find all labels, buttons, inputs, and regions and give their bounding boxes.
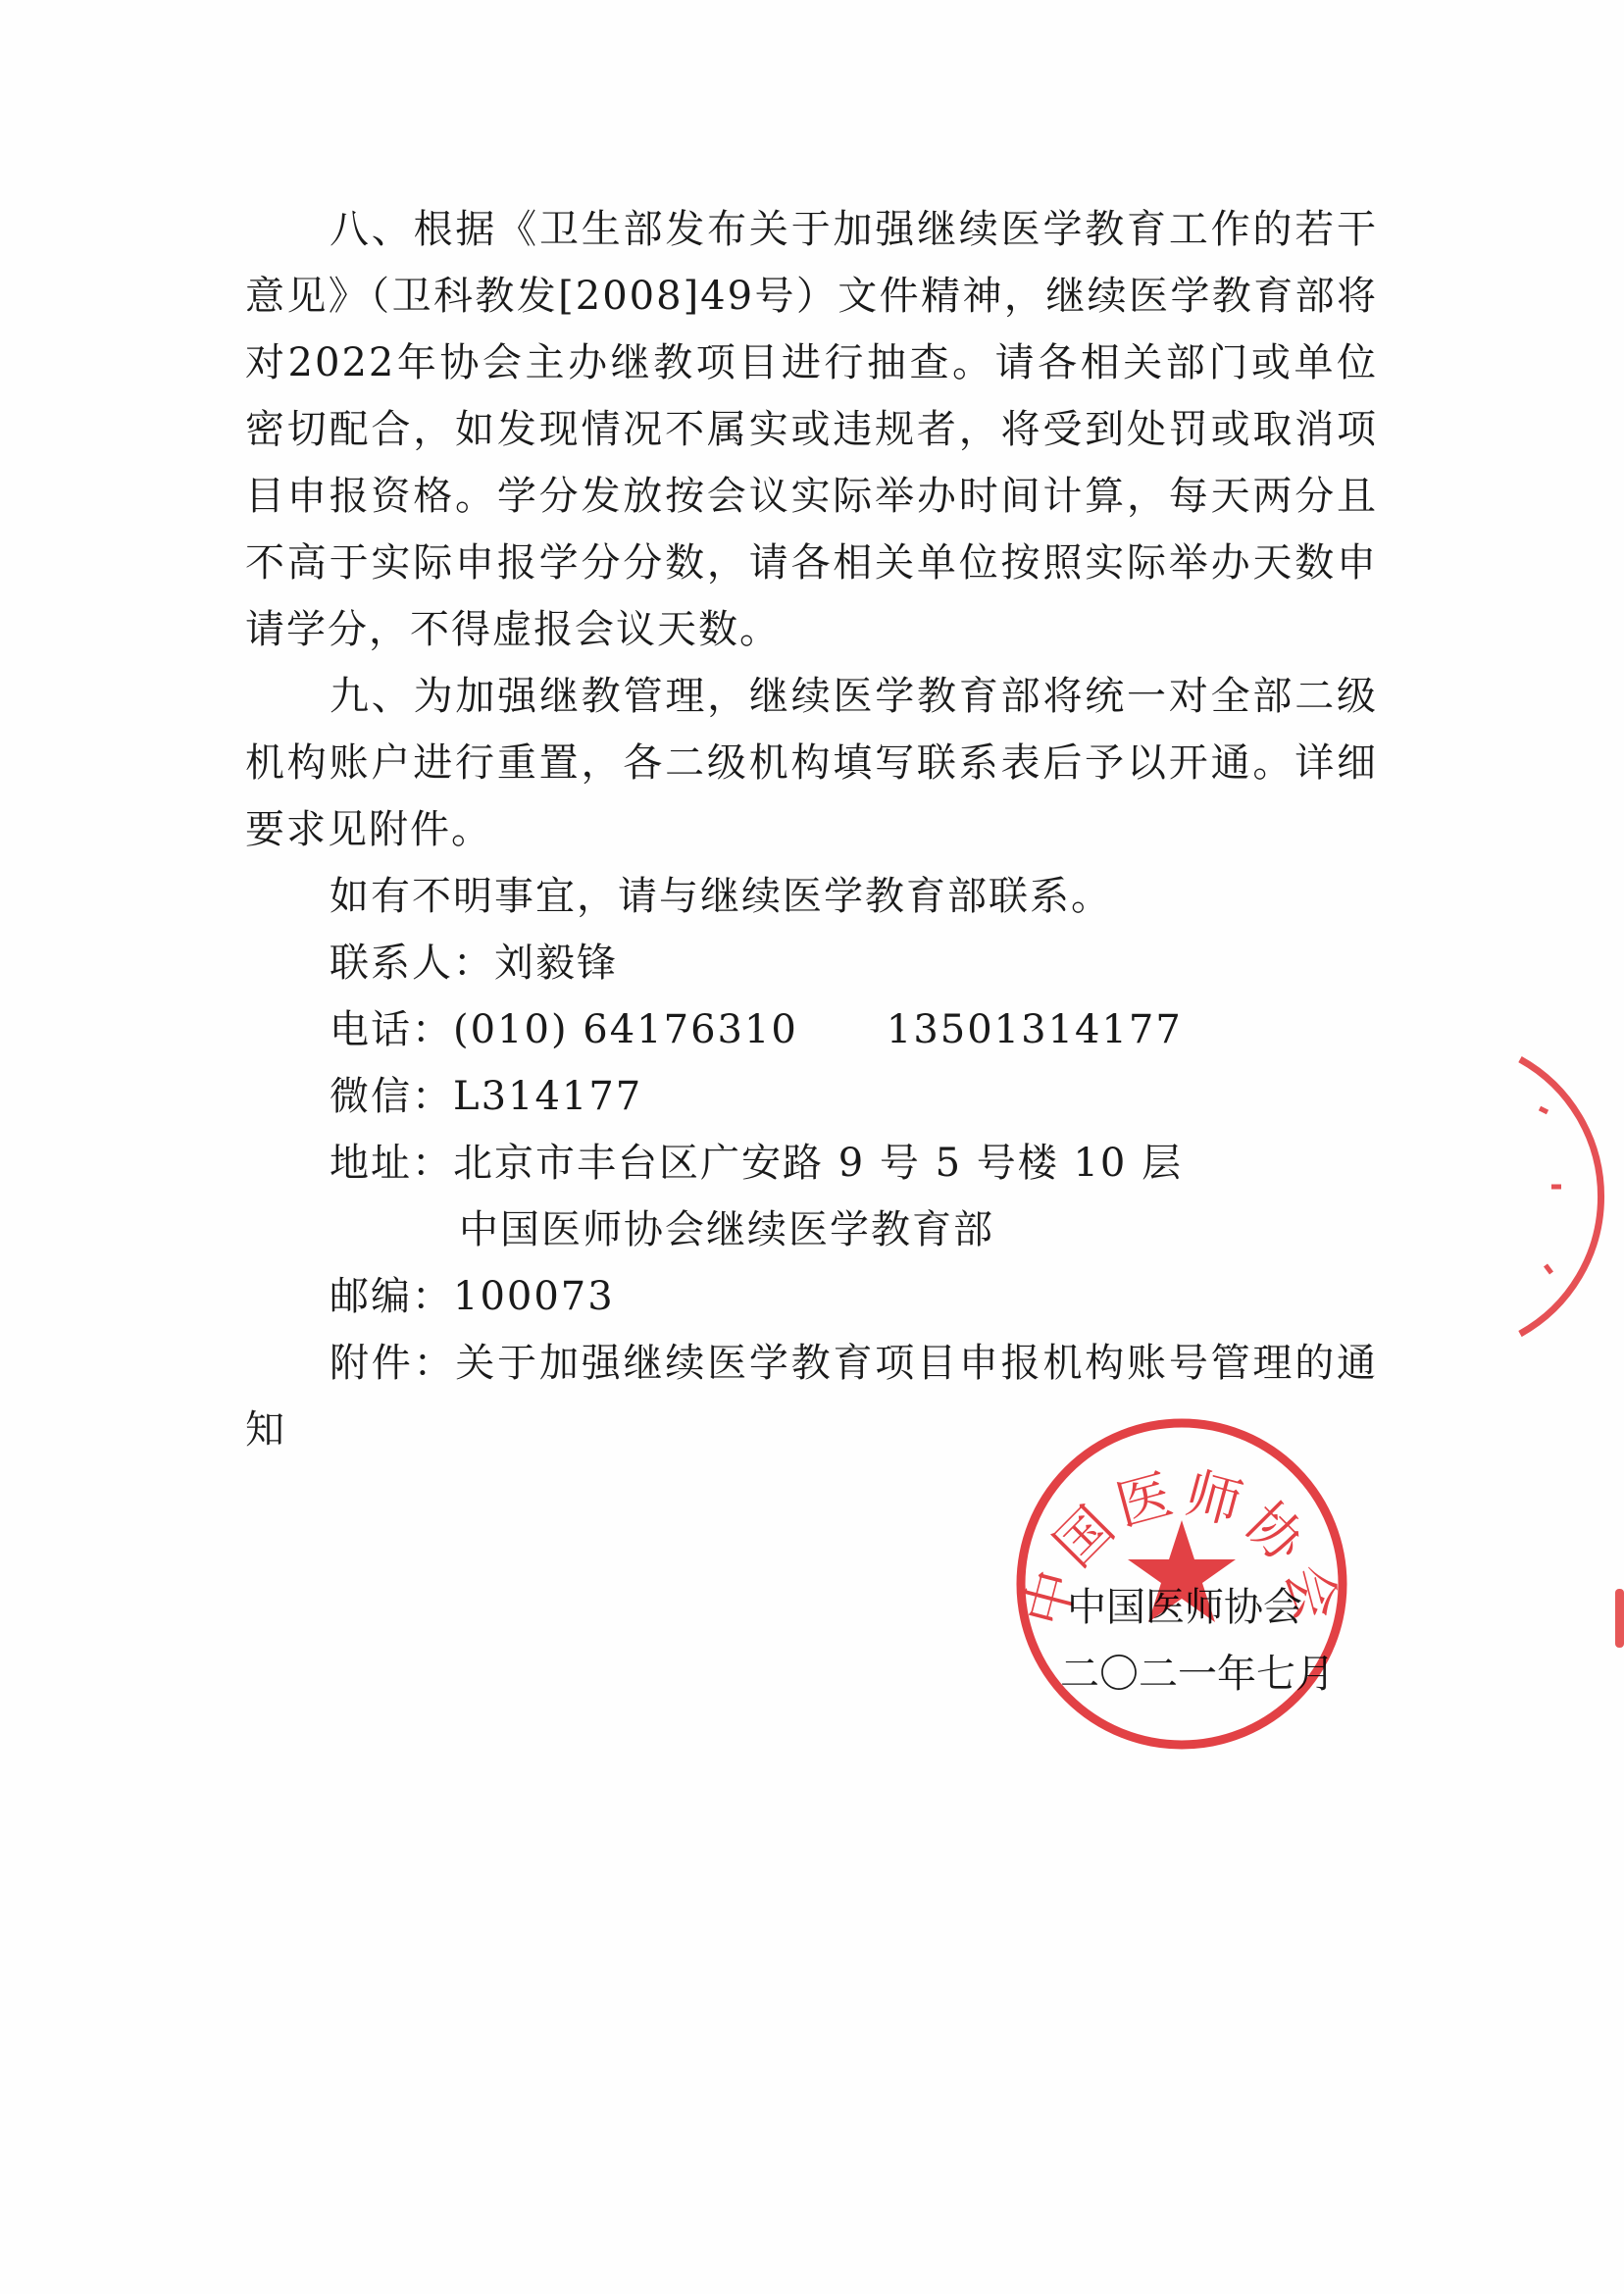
phone-label: 电话： [330,1007,453,1052]
wechat-value: L314177 [453,1074,643,1119]
signature-date: 二〇二一年七月 [1060,1652,1335,1697]
inquiry-note: 如有不明事宜，请与继续医学教育部联系。 [330,874,1112,919]
attachment-title: 关于加强继续医学教育项目申报机构账号管理的通知 [245,1341,1378,1453]
seal-star-icon [1128,1520,1236,1622]
postcode-value: 100073 [453,1274,615,1319]
contact-person-label: 联系人： [330,941,494,986]
document-body [245,196,1378,1463]
address-value-line1: 北京市丰台区广安路 9 号 5 号楼 10 层 [453,1141,1184,1186]
signature-organization: 中国医师协会 [1067,1585,1302,1630]
phone-line [245,996,1378,1063]
address-line [245,1130,1378,1197]
official-seal-icon [1010,1412,1353,1756]
address-value-line2: 中国医师协会继续医学教育部 [459,1207,994,1252]
paragraph-item-8: 八、根据《卫生部发布关于加强继续医学教育工作的若干意见》（卫科教发[2008]49号）文件精神，继续医学教育部将对2022年协会主办继教项目进行抽查。请各相关部门或单位密切配合，如发现情况不属实或违规者，将受到处罚或取消项目申报资格。学分发放按会议实际举办时间计算，每天两分且不高于实际申报学分分数，请各相关单位按照实际举办天数申请学分，不得虚报会议天数。 [245,207,1378,652]
svg-text:中国医师协会: 中国医师协会 [1013,1461,1350,1634]
address-label: 地址： [330,1141,453,1186]
contact-person-value: 刘毅锋 [494,941,618,986]
wechat-line [245,1063,1378,1130]
wechat-label: 微信： [330,1074,453,1119]
edge-seal-mark-icon [1615,1589,1624,1648]
partial-seal-icon [1500,1049,1624,1344]
phone-mobile: 13501314177 [886,1007,1183,1052]
postcode-line [245,1263,1378,1330]
attachment-label: 附件： [330,1341,456,1386]
phone-landline: (010) 64176310 [453,1007,798,1052]
postcode-label: 邮编： [330,1274,453,1319]
contact-person-line [245,930,1378,996]
paragraph-item-9: 九、为加强继教管理，继续医学教育部将统一对全部二级机构账户进行重置，各二级机构填写联系表后予以开通。详细要求见附件。 [245,674,1378,852]
